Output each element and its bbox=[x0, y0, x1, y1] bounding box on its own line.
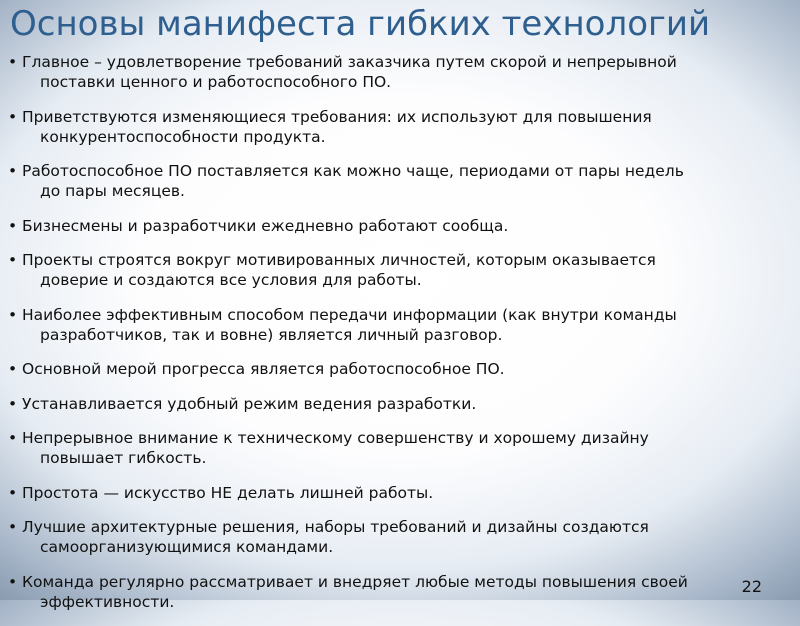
bullet-text-line1: Проекты строятся вокруг мотивированных личностей, которым оказывается bbox=[22, 251, 656, 269]
bullet-dot: • bbox=[8, 572, 18, 591]
bullet-dot: • bbox=[8, 360, 18, 378]
bullet-item bbox=[8, 216, 774, 236]
bullet-dot: • bbox=[8, 429, 18, 447]
bullet-item bbox=[8, 359, 774, 379]
bullet-text-line2: до пары месяцев. bbox=[40, 182, 185, 200]
bullet-dot: • bbox=[8, 518, 18, 536]
slide-title: Основы манифеста гибких технологий bbox=[10, 4, 711, 44]
bullet-dot: • bbox=[8, 251, 18, 269]
bullet-item bbox=[8, 305, 774, 345]
bullet-dot: • bbox=[8, 107, 18, 126]
bullet-text-line2: конкурентоспособности продукта. bbox=[40, 127, 326, 146]
bullet-dot: • bbox=[8, 305, 18, 324]
bullet-text-line2: доверие и создаются все условия для работы. bbox=[40, 271, 422, 289]
bullet-text-line2: повышает гибкость. bbox=[40, 449, 207, 467]
bullet-item bbox=[8, 483, 774, 503]
bullet-text-line1: Команда регулярно рассматривает и внедряет любые методы повышения своей bbox=[22, 572, 688, 591]
bullet-item bbox=[8, 52, 774, 92]
bullet-item bbox=[8, 572, 774, 612]
bullet-item bbox=[8, 517, 774, 557]
bullet-dot: • bbox=[8, 216, 18, 235]
bullet-item bbox=[8, 428, 774, 468]
bullet-dot: • bbox=[8, 394, 18, 413]
bullet-text-line2: поставки ценного и работоспособного ПО. bbox=[40, 73, 392, 91]
bullet-text-line2: эффективности. bbox=[40, 592, 175, 611]
bullet-item bbox=[8, 394, 774, 414]
bullet-text-line1: Главное – удовлетворение требований заказчика путем скорой и непрерывной bbox=[22, 53, 677, 71]
bullet-list bbox=[8, 52, 774, 626]
bullet-dot: • bbox=[8, 162, 18, 180]
bullet-text-line2: разработчиков, так и вовне) является личный разговор. bbox=[40, 325, 503, 344]
bullet-item bbox=[8, 107, 774, 147]
bullet-text-line2: самоорганизующимися командами. bbox=[40, 538, 334, 556]
bullet-text-line1: Работоспособное ПО поставляется как можно чаще, периодами от пары недель bbox=[22, 162, 684, 180]
bullet-text-line1: Наиболее эффективным способом передачи информации (как внутри команды bbox=[22, 305, 677, 324]
bullet-dot: • bbox=[8, 53, 18, 71]
page-number: 22 bbox=[741, 577, 762, 596]
bullet-text-line1: Лучшие архитектурные решения, наборы требований и дизайны создаются bbox=[22, 518, 649, 536]
bullet-text-line1: Простота — искусство НЕ делать лишней работы. bbox=[22, 483, 434, 502]
bullet-dot: • bbox=[8, 483, 18, 502]
bullet-text-line1: Бизнесмены и разработчики ежедневно работают сообща. bbox=[22, 216, 509, 235]
bullet-text-line1: Основной мерой прогресса является работоспособное ПО. bbox=[22, 360, 505, 378]
bullet-text-line1: Устанавливается удобный режим ведения разработки. bbox=[22, 394, 477, 413]
bullet-item bbox=[8, 250, 774, 290]
bullet-item bbox=[8, 161, 774, 201]
bullet-text-line1: Непрерывное внимание к техническому совершенству и хорошему дизайну bbox=[22, 429, 649, 447]
bullet-text-line1: Приветствуются изменяющиеся требования: их используют для повышения bbox=[22, 107, 652, 126]
